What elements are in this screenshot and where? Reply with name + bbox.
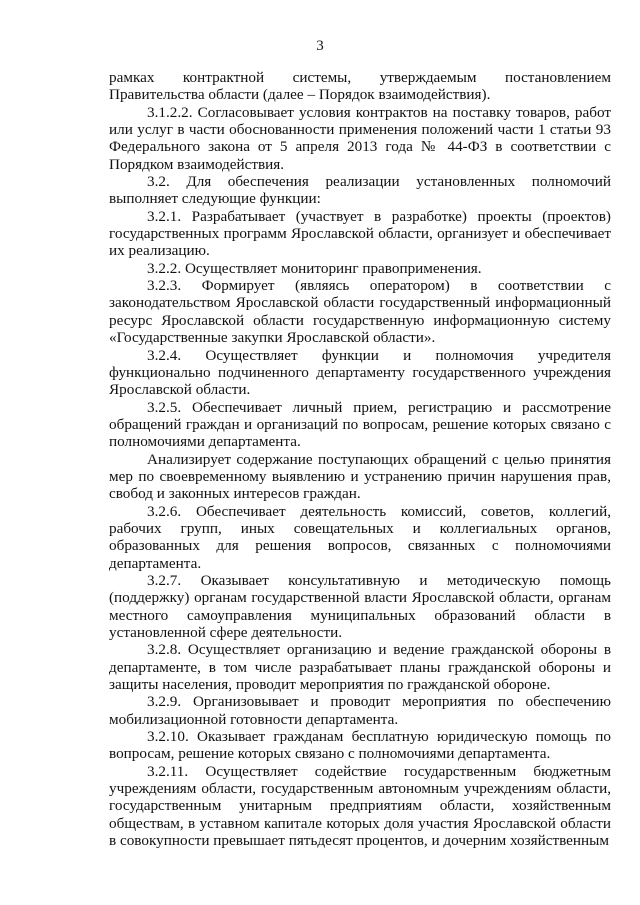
document-body [109, 69, 611, 849]
paragraph-3-1-2-2: 3.1.2.2. Согласовывает условия контрактов на поставку товаров, работ или услуг в части обоснованности применения положений части 1 статьи 93 Федерального закона от 5 апреля 2013 года № 44-ФЗ в соответствии с Порядком взаимодействия. [109, 103, 611, 173]
paragraph-3-2-5-analysis: Анализирует содержание поступающих обращений с целью принятия мер по своевременному выявлению и устранению причин нарушения прав, свобод и законных интересов граждан. [109, 450, 611, 503]
paragraph-3-2-7: 3.2.7. Оказывает консультативную и методическую помощь (поддержку) органам государственной власти Ярославской области, органам местного самоуправления муниципальных образований области в установленной сфере деятельности. [109, 571, 611, 641]
paragraph-3-2-10: 3.2.10. Оказывает гражданам бесплатную юридическую помощь по вопросам, решение которых связано с полномочиями департамента. [109, 728, 611, 763]
paragraph-3-2-9: 3.2.9. Организовывает и проводит мероприятия по обеспечению мобилизационной готовности департамента. [109, 693, 611, 728]
paragraph-3-2-3: 3.2.3. Формирует (являясь оператором) в соответствии с законодательством Ярославской области государственный информационный ресурс Ярославской области государственную информационную систему «Государственные закупки Ярославской области». [109, 277, 611, 347]
paragraph-3-2-5: 3.2.5. Обеспечивает личный прием, регистрацию и рассмотрение обращений граждан и организаций по вопросам, решение которых связано с полномочиями департамента. [109, 398, 611, 451]
paragraph-3-2-4: 3.2.4. Осуществляет функции и полномочия учредителя функционально подчиненного департаменту государственного учреждения Ярославской области. [109, 346, 611, 399]
paragraph-3-2: 3.2. Для обеспечения реализации установленных полномочий выполняет следующие функции: [109, 173, 611, 208]
paragraph-continuation: рамках контрактной системы, утверждаемым постановлением Правительства области (далее – Порядок взаимодействия). [109, 69, 611, 104]
paragraph-3-2-6: 3.2.6. Обеспечивает деятельность комиссий, советов, коллегий, рабочих групп, иных совещательных и коллегиальных органов, образованных для решения вопросов, связанных с полномочиями департамента. [109, 502, 611, 572]
paragraph-3-2-1: 3.2.1. Разрабатывает (участвует в разработке) проекты (проектов) государственных программ Ярославской области, организует и обеспечивает их реализацию. [109, 207, 611, 260]
paragraph-3-2-11: 3.2.11. Осуществляет содействие государственным бюджетным учреждениям области, государственным автономным учреждениям области, государственным унитарным предприятиям области, хозяйственным обществам, в уставном капитале которых доля участия Ярославской области в совокупности превышает пятьдесят процентов, и дочерним хозяйственным [109, 762, 611, 850]
paragraph-3-2-8: 3.2.8. Осуществляет организацию и ведение гражданской обороны в департаменте, в том числе разрабатывает планы гражданской обороны и защиты населения, проводит мероприятия по гражданской обороне. [109, 641, 611, 694]
paragraph-3-2-2: 3.2.2. Осуществляет мониторинг правоприменения. [147, 259, 482, 277]
page-number: 3 [316, 38, 324, 54]
